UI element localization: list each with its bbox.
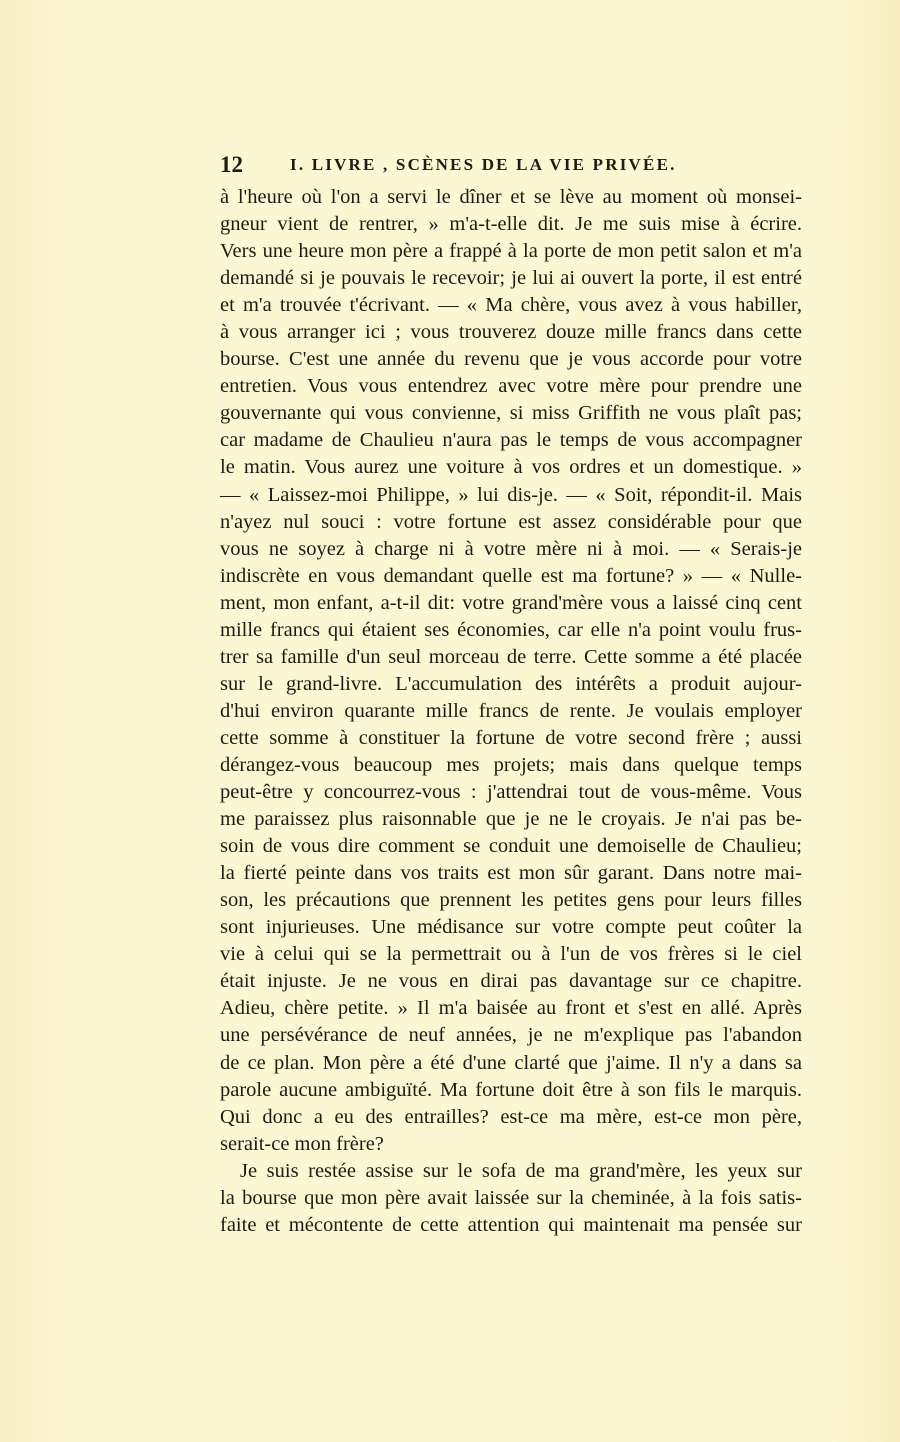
text-line: à l'heure où l'on a servi le dîner et se lève au moment où monsei- (220, 186, 802, 208)
text-line: était injuste. Je ne vous en dirai pas davantage sur ce chapitre. (220, 970, 802, 993)
text-line: entretien. Vous vous entendrez avec votre mère pour prendre une (220, 375, 802, 398)
text-line: Adieu, chère petite. » Il m'a baisée au front et s'est en allé. Après (220, 997, 802, 1020)
body-text (220, 184, 802, 1239)
text-line: — « Laissez-moi Philippe, » lui dis-je. — « Soit, répondit-il. Mais (220, 483, 802, 506)
page-number: 12 (220, 152, 243, 177)
text-line: vous ne soyez à charge ni à votre mère ni à moi. — « Serais-je (220, 537, 802, 560)
text-line: cette somme à constituer la fortune de votre second frère ; aussi (220, 726, 802, 749)
text-line: le matin. Vous aurez une voiture à vos ordres et un domestique. » (220, 456, 802, 479)
text-line: mille francs qui étaient ses économies, car elle n'a point voulu frus- (220, 618, 802, 641)
text-line: n'ayez nul souci : votre fortune est assez considérable pour que (220, 510, 802, 533)
text-line: sur le grand-livre. L'accumulation des intérêts a produit aujour- (220, 672, 802, 695)
text-line: ment, mon enfant, a-t-il dit: votre grand'mère vous a laissé cinq cent (220, 591, 802, 614)
text-line: gouvernante qui vous convienne, si miss Griffith ne vous plaît pas; (220, 402, 802, 425)
text-line: me paraissez plus raisonnable que je ne le croyais. Je n'ai pas be- (220, 808, 802, 831)
text-line: et m'a trouvée t'écrivant. — « Ma chère, vous avez à vous habiller, (220, 294, 802, 317)
text-line: une persévérance de neuf années, je ne m'explique pas l'abandon (220, 1024, 802, 1047)
text-line: la bourse que mon père avait laissée sur la cheminée, à la fois satis- (220, 1186, 802, 1209)
text-line: demandé si je pouvais le recevoir; je lui ai ouvert la porte, il est entré (220, 267, 802, 290)
text-line: peut-être y concourrez-vous : j'attendrai tout de vous-même. Vous (220, 781, 802, 804)
text-line: indiscrète en vous demandant quelle est ma fortune? » — « Nulle- (220, 564, 802, 587)
text-line: dérangez-vous beaucoup mes projets; mais dans quelque temps (220, 753, 802, 776)
text-line: gneur vient de rentrer, » m'a-t-elle dit. Je me suis mise à écrire. (220, 213, 802, 236)
text-line: soin de vous dire comment se conduit une demoiselle de Chaulieu; (220, 835, 802, 858)
text-line: Qui donc a eu des entrailles? est-ce ma mère, est-ce mon père, (220, 1105, 802, 1128)
text-line: trer sa famille d'un seul morceau de terre. Cette somme a été placée (220, 645, 802, 668)
text-line: parole aucune ambiguïté. Ma fortune doit être à son fils le marquis. (220, 1078, 802, 1101)
text-line: serait-ce mon frère? (220, 1132, 384, 1155)
text-line: Je suis restée assise sur le sofa de ma grand'mère, les yeux sur (240, 1159, 802, 1182)
text-line: de ce plan. Mon père a été d'une clarté que j'aime. Il n'y a dans sa (220, 1051, 802, 1074)
running-title: I. LIVRE , SCÈNES DE LA VIE PRIVÉE. (290, 155, 677, 174)
text-line: Vers une heure mon père a frappé à la porte de mon petit salon et m'a (220, 240, 802, 263)
text-line: car madame de Chaulieu n'aura pas le temps de vous accompagner (220, 429, 802, 452)
text-line: sont injurieuses. Une médisance sur votre compte peut coûter la (220, 916, 802, 939)
text-line: vie à celui qui se la permettrait ou à l'un de vos frères si le ciel (220, 943, 802, 966)
text-line: à vous arranger ici ; vous trouverez douze mille francs dans cette (220, 321, 802, 344)
text-line: son, les précautions que prennent les petites gens pour leurs filles (220, 889, 802, 912)
text-line: d'hui environ quarante mille francs de rente. Je voulais employer (220, 699, 802, 722)
text-line: faite et mécontente de cette attention qui maintenait ma pensée sur (220, 1213, 802, 1236)
text-line: bourse. C'est une année du revenu que je vous accorde pour votre (220, 348, 802, 371)
text-line: la fierté peinte dans vos traits est mon sûr garant. Dans notre mai- (220, 862, 802, 885)
page-header (220, 152, 802, 182)
